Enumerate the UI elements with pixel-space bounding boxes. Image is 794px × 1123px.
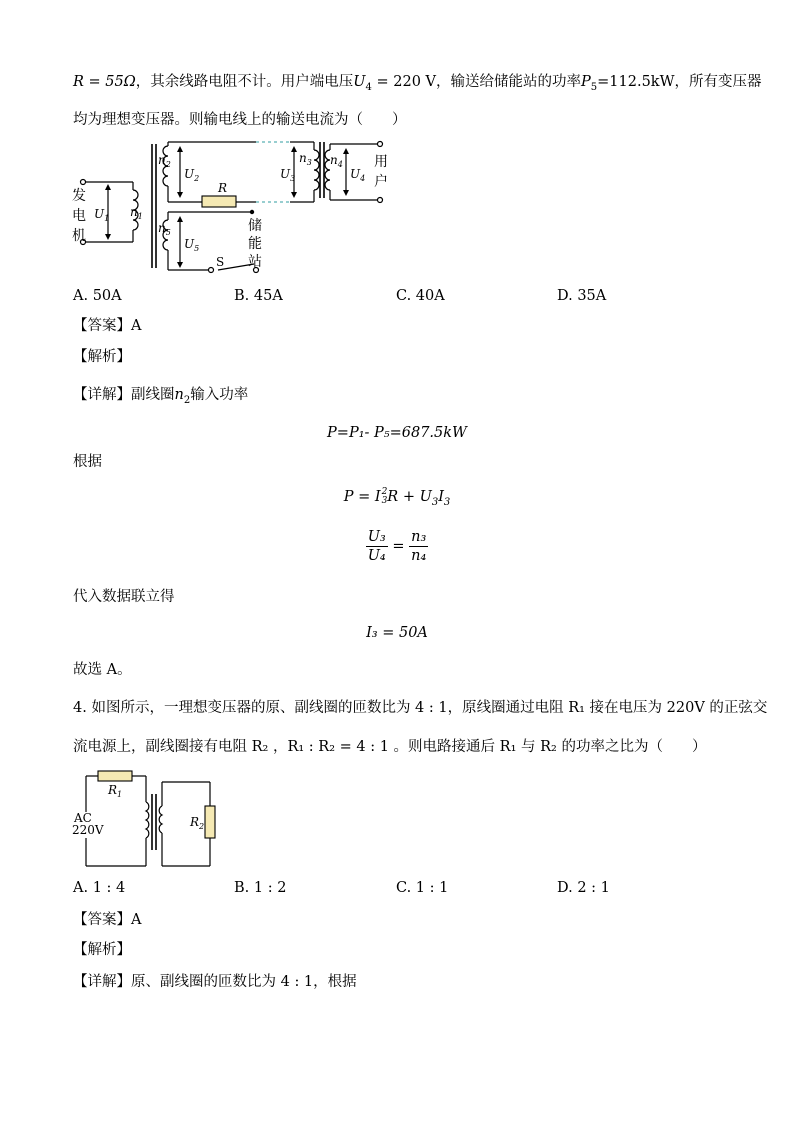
q3-option-b: B. 45A — [234, 288, 283, 304]
q3-according: 根据 — [73, 454, 102, 470]
n5-label: $n_5$ — [158, 221, 171, 237]
p5-sub: 5 — [590, 81, 598, 93]
eq2-b: R + U — [387, 489, 432, 505]
q3-circuit-diagram — [68, 138, 398, 278]
q4-analysis: 【解析】 — [73, 942, 131, 958]
q3-equation-1: P=P₁- P₅=687.5kW — [327, 425, 467, 441]
eq3-num2: n₃ — [411, 529, 427, 545]
p5-symbol: P — [581, 74, 591, 90]
q3-equation-3 — [0, 528, 794, 565]
q4-option-a: A. 1 : 4 — [73, 880, 126, 896]
gen-label-2: 电 — [72, 208, 86, 224]
q4-option-c: C. 1 : 1 — [396, 880, 449, 896]
q4-answer: 【答案】A — [73, 912, 142, 928]
u4-sub: 4 — [365, 81, 372, 93]
eq2-c: 3 — [431, 496, 439, 508]
q3-substitute: 代入数据联立得 — [73, 589, 175, 605]
s-label: S — [216, 255, 225, 269]
n4-label: $n_4$ — [330, 153, 343, 169]
q3-option-c: C. 40A — [396, 288, 445, 304]
p5-value: =112.5kW — [597, 74, 675, 90]
q4-stem-line2: 流电源上，副线圈接有电阻 R₂ ，R₁ : R₂ = 4 : 1 。则电路接通后 R₁ 与 R₂ 的功率之比为（ ） — [73, 739, 707, 755]
station-label-2: 能 — [248, 236, 262, 252]
eq3-den: U₄ — [367, 548, 386, 564]
gen-label-3: 机 — [72, 228, 86, 244]
u1-label: $U_1$ — [94, 207, 110, 223]
eq2-e: 3 — [443, 496, 451, 508]
q4-detail: 【详解】原、副线圈的匝数比为 4 : 1，根据 — [73, 974, 357, 990]
q3-detail — [73, 385, 248, 411]
u4-label: $U_4$ — [350, 167, 366, 183]
ac-label: AC — [74, 811, 92, 825]
r-label: R — [218, 181, 228, 195]
q3-stem-line2: 均为理想变压器。则输电线上的输送电流为（ ） — [73, 112, 407, 128]
q3-text-c: ，所有变压器 — [674, 74, 762, 90]
r2-label: $R_2$ — [190, 815, 205, 831]
gen-label-1: 发 — [72, 188, 86, 204]
q3-equation-4: I₃ = 50A — [366, 625, 428, 641]
q3-detail-prefix: 【详解】副线圈 — [73, 387, 175, 403]
q4-option-b: B. 1 : 2 — [234, 880, 287, 896]
voltage-label: 220V — [72, 823, 104, 837]
q3-stem-line1 — [73, 72, 762, 98]
q3-equation-2 — [0, 487, 794, 513]
resistance-value: R = 55Ω — [73, 74, 136, 90]
eq2-sub: 3 — [381, 496, 388, 506]
q3-option-d: D. 35A — [557, 288, 607, 304]
q3-option-a: A. 50A — [73, 288, 122, 304]
q3-detail-suffix: 输入功率 — [190, 387, 249, 403]
eq3-num: U₃ — [367, 529, 386, 545]
user-label-1: 用 — [374, 154, 388, 170]
station-label-3: 站 — [248, 254, 262, 270]
q3-text-b: ，输送给储能站的功率 — [436, 74, 581, 90]
q3-conclusion: 故选 A。 — [73, 662, 132, 678]
n1-label: $n_1$ — [130, 205, 143, 221]
q4-option-d: D. 2 : 1 — [557, 880, 610, 896]
u5-label: $U_5$ — [184, 237, 200, 253]
eq2-d: I — [438, 489, 444, 505]
q3-answer: 【答案】A — [73, 318, 142, 334]
u4-symbol: U — [353, 74, 366, 90]
q4-stem-line1: 4. 如图所示，一理想变压器的原、副线圈的匝数比为 4 : 1，原线圈通过电阻 R₁ 接在电压为 220V 的正弦交 — [73, 700, 768, 716]
n3-label: $n_3$ — [299, 151, 312, 167]
q3-text-a: ，其余线路电阻不计。用户端电压 — [135, 74, 354, 90]
u3-label: $U_3$ — [280, 167, 296, 183]
q4-circuit-diagram — [70, 768, 230, 872]
q3-analysis: 【解析】 — [73, 349, 131, 365]
eq3-den2: n₄ — [411, 548, 427, 564]
n2-label: $n_2$ — [158, 153, 171, 169]
station-label-1: 储 — [248, 218, 262, 234]
eq2-sup: 2 — [381, 487, 388, 497]
user-label-2: 户 — [374, 174, 388, 190]
u2-label: $U_2$ — [184, 167, 200, 183]
n2-symbol: n — [174, 387, 184, 403]
n2-sub: 2 — [183, 394, 191, 406]
eq2-a: P = I — [343, 489, 381, 505]
eq3-eq: = — [392, 538, 405, 555]
u4-value: = 220 V — [371, 74, 436, 90]
r1-label: $R_1$ — [108, 783, 123, 799]
